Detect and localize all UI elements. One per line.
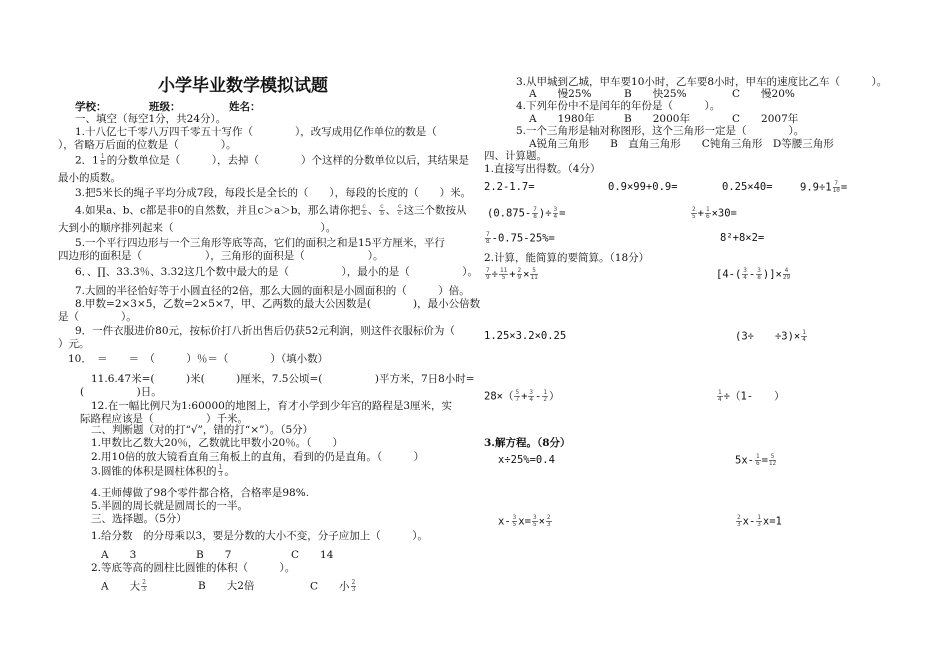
equation-2: 5x- $\frac{1}{6}$ = $\frac{5}{12}$ [735, 453, 777, 467]
q3: 3.把5米长的绳子平均分成7段，每段长是全长的（ ），每段的长度的（ ）米。 [75, 187, 472, 199]
section-choice: 三、选择题。（5分） [91, 513, 187, 525]
equation-3: x- $\frac{3}{5}$ x= $\frac{3}{5}$ × $\frac{2}{3}$ [498, 514, 551, 528]
q2-line2: 最小的质数。 [58, 172, 121, 184]
choice-4-option-b: B 2000年 [624, 113, 690, 125]
choice-1: 1.给分数 的分母乘以3，要是分数的大小不变，分子应加上（ ）。 [91, 530, 428, 542]
choice-1-option-b: B 7 [196, 549, 232, 561]
name-label: 姓名： [229, 101, 261, 113]
calc-7: $\frac{7}{8}$ -0.75-25%= [486, 231, 555, 245]
page-title: 小学毕业数学模拟试题 [158, 76, 328, 96]
choice-2-option-c: C 小 $\frac{2}{3}$ [310, 579, 356, 593]
calc-2: 0.9×99+0.9= [608, 181, 678, 193]
expr-4: (3÷ ÷3)× $\frac{1}{4}$ [735, 329, 806, 343]
q2-line1: 2．1 $\frac{1}{8}$ 的分数单位是（ ），去掉（ ）个这样的分数单位以后，其结果是 [75, 153, 469, 167]
choice-4-option-c: C 2007年 [732, 113, 799, 125]
q5-line1: 5.一个平行四边形与一个三角形等底等高，它们的面积之和是15平方厘米，平行 [75, 237, 445, 249]
calc-simplify-title: 2.计算，能简算的要简算。（18分） [484, 252, 650, 264]
choice-4-option-a: A 1980年 [529, 113, 595, 125]
q12-line2: 际路程应该是（ ）千米。 [80, 413, 248, 425]
expr-3: 1.25×3.2×0.25 [484, 330, 567, 342]
calc-direct-title: 1.直接写出得数。（4分） [484, 163, 601, 175]
equation-4: $\frac{2}{3}$ x- $\frac{1}{3}$ x=1 [737, 514, 782, 528]
choice-2: 2.等底等高的圆柱比圆锥的体积（ ）。 [91, 562, 296, 574]
choice-5-options: A锐角三角形 B 直角三角形 C钝角三角形 D等腰三角形 [529, 138, 834, 150]
choice-3-option-b: B 快25% [624, 88, 687, 100]
choice-1-option-c: C 14 [291, 549, 334, 561]
expr-1: $\frac{7}{9}$ ÷ $\frac{11}{5}$ + $\frac{2}{9}$ × $\frac{5}{11}$ [486, 267, 538, 281]
q4-line1: 4.如果a、b、c都是非0的自然数，并且c＞a＞b，那么请你把 $\frac{c}{a}$ 、 $\frac{c}{b}$ 、 $\frac{c}{c}$ 这三个数按从 [75, 203, 467, 217]
q1-line2: ），省略万后面的位数是（ ）。 [58, 139, 237, 151]
expr-6: $\frac{1}{4}$ ÷（1- ） [718, 389, 785, 403]
q8-line1: 8.甲数=2×3×5，乙数=2×5×7，甲、乙两数的最大公因数是( )，最小公倍数 [75, 298, 481, 310]
calc-3: 0.25×40= [722, 181, 773, 193]
section-fill-blank: 一、填空（每空1分，共24分）。 [75, 113, 227, 125]
section-calculation: 四、计算题。 [484, 150, 547, 162]
q11-line2: ( )日。 [80, 386, 162, 398]
choice-5: 5.一个三角形是轴对称图形，这个三角形一定是（ ）。 [516, 125, 805, 137]
choice-3: 3.从甲城到乙城，甲车要10小时，乙车要8小时，甲车的速度比乙车（ ）。 [516, 76, 888, 88]
equation-title: 3.解方程。（8分） [484, 437, 571, 449]
q7: 7.大圆的半径恰好等于小圆直径的2倍，那么大圆的面积是小圆面积的（ ）倍。 [75, 285, 470, 297]
choice-2-option-b: B 大2倍 [198, 580, 255, 592]
calc-5: (0.875- $\frac{7}{8}$ )÷ $\frac{3}{4}$ = [487, 206, 566, 220]
judge-2: 2.用10倍的放大镜看直角三角板上的直角，看到的仍是直角。（ ） [91, 451, 425, 463]
choice-4: 4.下列年份中不是闰年的年份是（ ）。 [516, 100, 721, 112]
judge-5: 5.半圆的周长就是圆周长的一半。 [91, 500, 249, 512]
choice-1-option-a: A 3 [101, 549, 137, 561]
class-label: 班级： [149, 101, 181, 113]
choice-3-option-c: C 慢20% [732, 88, 795, 100]
q12-line1: 12.在一幅比例尺为1:60000的地图上，育才小学到少年宫的路程是3厘米，实 [91, 400, 452, 412]
q8-line2: 是（ ）。 [58, 311, 137, 323]
judge-1: 1.甲数比乙数大20％，乙数就比甲数小20％。（ ） [91, 437, 343, 449]
calc-1: 2.2-1.7= [484, 181, 535, 193]
school-label: 学校： [75, 101, 107, 113]
choice-2-option-a: A 大 $\frac{2}{3}$ [101, 579, 146, 593]
section-judge: 二、判断题（对的打“√”，错的打“×”）。（5分） [91, 424, 314, 436]
judge-3: 3.圆锥的体积是圆柱体积的 $\frac{1}{3}$ 。 [91, 464, 235, 478]
fraction: $\frac{1}{8}$ [100, 153, 105, 167]
expr-2: [4-( $\frac{3}{4}$ - $\frac{3}{8}$ )]× $\frac{4}{29}$ [716, 267, 791, 281]
equation-1: x÷25%=0.4 [498, 454, 555, 466]
q11-line1: 11.6.47米=( )米( )厘米，7.5公顷=( )平方米，7日8小时= [91, 373, 475, 385]
expr-5: 28×（ $\frac{5}{7}$ + $\frac{3}{4}$ - $\frac{1}{2}$ ） [484, 389, 560, 403]
q10: 10． ＝ ＝ （ ）％＝（ ）（填小数） [68, 353, 329, 365]
q6: 6．、∏、33.3％、3.32这几个数中最大的是（ ），最小的是（ ）。 [75, 266, 479, 278]
judge-4: 4.王师傅做了98个零件都合格，合格率是98%. [91, 487, 310, 499]
calc-4: 9.9÷1 $\frac{7}{10}$ = [800, 180, 848, 194]
choice-3-option-a: A 慢25% [529, 88, 592, 100]
q4-line2: 大到小的顺序排列起来（ ）。 [58, 222, 337, 234]
q9-line2: ）元。 [58, 338, 90, 350]
calc-8: 8²+8×2= [720, 232, 765, 244]
q1-line1: 1.十八亿七千零八万四千零五十写作（ ），改写成用亿作单位的数是（ [75, 126, 437, 138]
q9-line1: 9．一件衣服进价80元，按标价打八折出售后仍获52元利润，则这件衣服标价为（ [75, 325, 455, 337]
q5-line2: 四边形的面积是（ ），三角形的面积是（ ）。 [58, 250, 384, 262]
calc-6: $\frac{2}{5}$ + $\frac{1}{6}$ ×30= [692, 206, 737, 220]
